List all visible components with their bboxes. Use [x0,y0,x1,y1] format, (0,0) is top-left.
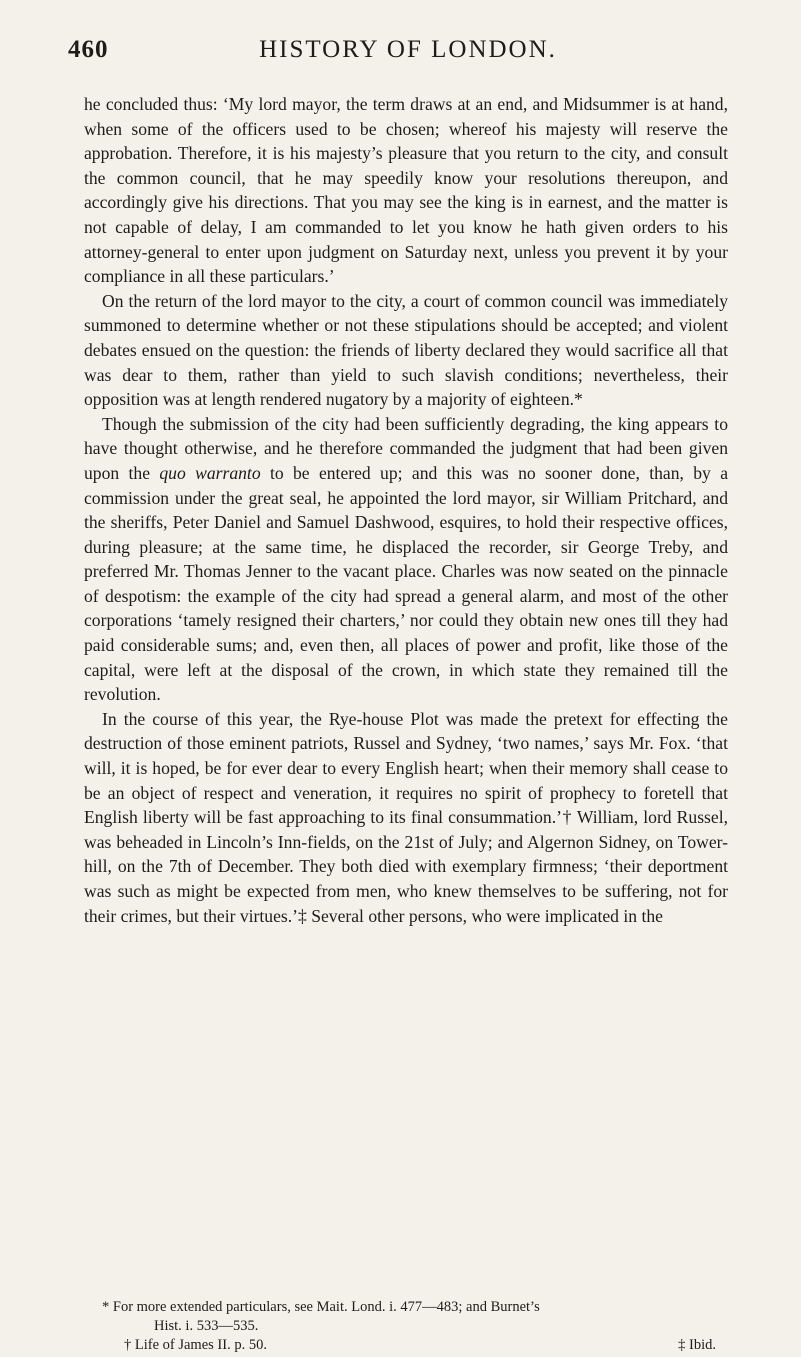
footnote-1-line-2: Hist. i. 533—535. [154,1318,259,1334]
footnote-1-line-1: * For more extended particulars, see Mait. Lond. i. 477—483; and Burnet’s [102,1299,540,1315]
paragraph [84,707,728,928]
paragraph-text: he concluded thus: ‘My lord mayor, the term draws at an end, and Midsummer is at hand, when some of the officers used to be chosen; whereof his majesty will reserve the approbation. Therefore, it is his majesty’s pleasure that you return to the city, and consult the common council, that he may speedily know your resolutions thereupon, and accordingly give his directions. That you may see the king is in earnest, and the matter is not capable of delay, I am commanded to let you know he hath given orders to his attorney-general to enter upon judgment on Saturday next, unless you prevent it by your compliance in all these particulars.’ [84,94,728,287]
body-text [84,92,728,928]
page-number: 460 [68,36,109,63]
page-header [68,36,748,72]
paragraph [84,412,728,707]
paragraph-text: On the return of the lord mayor to the city, a court of common council was immediately summoned to determine whether or not these stipulations should be accepted; and violent debates ensued on the question: the friends of liberty declared they would sacrifice all that was dear to them, rather than yield to such slavish conditions; nevertheless, their opposition was at length rendered nugatory by a majority of eighteen.* [84,290,728,410]
footnote-3: ‡ Ibid. [678,1337,716,1353]
paragraph [84,289,728,412]
footnotes [84,1298,728,1355]
footnote-2: † Life of James II. p. 50. [124,1337,267,1353]
footnote-row [84,1336,728,1355]
running-title: HISTORY OF LONDON. [259,36,557,63]
paragraph-text: Though the submission of the city had been sufficiently degrading, the king appears to have thought otherwise, and he therefore commanded the judgment that had been given upon the [84,413,728,483]
paragraph-text: to be entered up; and this was no sooner done, than, by a commission under the great seal, he appointed the lord mayor, sir William Pritchard, and the sheriffs, Peter Daniel and Samuel Dashwood, esquires, to hold their respective offices, during pleasure; at the same time, he displaced the recorder, sir George Treby, and preferred Mr. Thomas Jenner to the vacant place. Charles was now seated on the pinnacle of despotism: the example of the city had spread a general alarm, and most of the other corporations ‘tamely resigned their charters,’ nor could they obtain new ones till they had paid considerable sums; and, even then, all places of power and profit, like those of the capital, were left at the disposal of the crown, in which state they remained till the revolution. [84,462,729,705]
paragraph-text: In the course of this year, the Rye-house Plot was made the pretext for effecting the destruction of those eminent patriots, Russel and Sydney, ‘two names,’ says Mr. Fox. ‘that will, it is hoped, be for ever dear to every English heart; when their memory shall cease to be an object of respect and veneration, it requires no spirit of prophecy to foretell that English liberty will be fast approaching to its final consummation.’† William, lord Russel, was beheaded in Lincoln’s Inn-fields, on the 21st of July; and Algernon Sidney, on Tower-hill, on the 7th of December. They both died with exemplary firmness; ‘their deportment was such as might be expected from men, who knew themselves to be suffering, not for their crimes, but their virtues.’‡ Several other persons, who were implicated in the [84,708,728,926]
italic-phrase: quo warranto [159,462,261,483]
paragraph [84,92,728,289]
